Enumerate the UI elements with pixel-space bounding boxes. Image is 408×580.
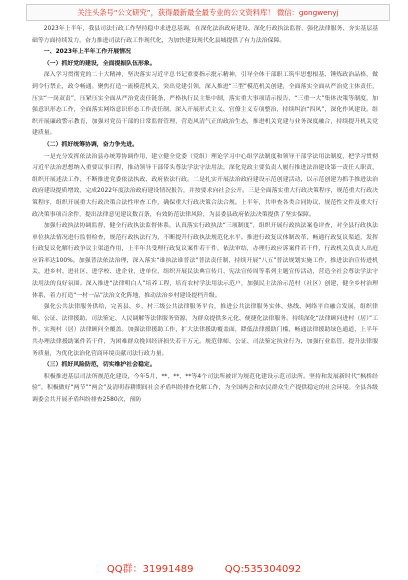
top-banner: 关注头条号“公文研究”，获得最新最全最专业的公文资料库！ 微信：gongwenyj: [26, 4, 390, 21]
section-heading: （二）抓好统筹协调，奋力争先进。: [43, 141, 139, 148]
body-paragraph: 强化公共法律服务供给，完善县、乡、村三级公共法律服务平台，推进公共法律服务实体、热线、网络平台融合发展，组织律师、公证、法律援助、司法鉴定、人民调解等法律服务资源，为群众提供多元化、便捷化法律服务。持续深化“法律顾问进村（居）”工作，实现村（居）法律顾问全覆盖。加强法律援助工作，扩大法律援助覆盖面，降低法律援助门槛，畅通法律援助绿色通道，上半年共办理法律援助案件若干件，为困难群众挽回经济损失若干万元。规范律师、公证、司法鉴定执业行为，加强行业监管，提升法律服务质量，为优化法治化营商环境贡献司法行政力量。: [32, 304, 378, 357]
body-paragraph: 加强行政执法协调监督，健全行政执法监督体系，认真落实行政执法“三项制度”，组织开展行政执法案卷评查，对全县行政执法单位执法情况进行监督检查，规范行政执法行为，不断提升行政执法规范化水平。推进行政复议体制改革，畅通行政复议渠道，发挥行政复议化解行政争议主渠道作用，上半年共受理行政复议案件若干件，依法审结，办理行政应诉案件若干件，行政机关负责人出庭应诉率达100%。加强普法依法治理，深入落实“谁执法谁普法”普法责任制，持续开展“八五”普法规划实施工作，推进法治宣传进机关、进乡村、进社区、进学校、进企业、进单位，组织开展民法典宣传月、宪法宣传周等系列主题宣传活动，营造全社会尊法学法守法用法的良好氛围。深入推进“法律明白人”培养工程，培育农村学法用法示范户，加强民主法治示范村（社区）创建，健全乡村治理体系，着力打造“一村一品”法治文化阵地，推动法治乡村建设提档升级。: [32, 223, 378, 299]
body-paragraph: 积极推进基层司法所规范化建设，今年5月，**、**、**等4个司法所被评为规范化建设示范司法所。坚持和发展新时代“枫桥经验”，积极做好“两节”“两会”及清明春耕期间社会矛盾纠纷排查化解工作，为全国两会和农民群众生产提供稳定的社会环境。全县各级调委会共开展矛盾纠纷排查2580次，预防: [32, 373, 378, 403]
document-body: [32, 24, 378, 407]
body-paragraph: 2023年上半年，我县司法行政工作坚持稳中求进总基调，在深化法治政府建设、深化行政执法监督、强化法律服务、夯实基层基础等方面持续发力，奋力推进司法行政工作现代化，为加快建设现代化县城提供了有力法治保障。: [32, 26, 378, 44]
body-paragraph: 一是充分发挥依法治县办统筹协调作用，建立健全党委（党组）理论学习中心组学法制度和领导干部学法用法制度，把学习贯彻习近平法治思想纳入重要议事日程，推动领导干部带头尊法学法守法用法，深化党政主要负责人履行推进法治建设第一责任人职责，组织开展述法工作，不断推进党委依法执政、政府依法行政。二是扎实开展法治政府建设示范创建活动，以示范创建为抓手推进法治政府建设提质增效，完成2022年度法治政府建设情况报告，并按要求向社会公开。三是全面落实重大行政决策程序，规范重大行政决策程序，组织开展重大行政决策合法性审查工作，确保重大行政决策合法合规。上半年，共审查各类合同协议、规范性文件及重大行政决策事项百余件，提出法律意见建议数百条，有效防范法律风险，为县委县政府依法决策提供了坚实保障。: [32, 153, 378, 218]
section-heading: （一）抓好党的建设，全面提振队伍形象。: [43, 60, 156, 67]
section-heading: 一、2023年上半年工作开展情况: [43, 49, 131, 56]
qq-group: QQ群：31991489: [106, 564, 194, 575]
section-heading: （三）抓好风险防范，切实维护社会稳定。: [43, 362, 156, 369]
body-paragraph: 深入学习贯彻党的二十大精神，坚决落实习近平总书记重要指示批示精神，引导全体干部职工筑牢思想根基、锤炼政治品格，做到令行禁止，政令畅通。聚焦打造一流模范机关，突出党建引领，深入推进“三型”模范机关创建，全面落实全面从严治党主体责任，压实“一岗双责”，压紧压实全面从严治党责任链条，严格执行民主集中制，落实重大事项请示报告、“三重一大”集体决策等制度，加强意识形态工作，全面落实网络意识形态工作责任制，深入开展形式主义、官僚主义专项整治，持续纠治“四风”，深化作风建设。组织开展廉政警示教育，加强对党员干部的日常监督管理，营造风清气正的政治生态，推进机关党建与业务深度融合，持续提升机关党建质量。: [32, 72, 378, 137]
qq-contact: QQ:535304092: [224, 564, 302, 575]
footer: [0, 562, 408, 578]
